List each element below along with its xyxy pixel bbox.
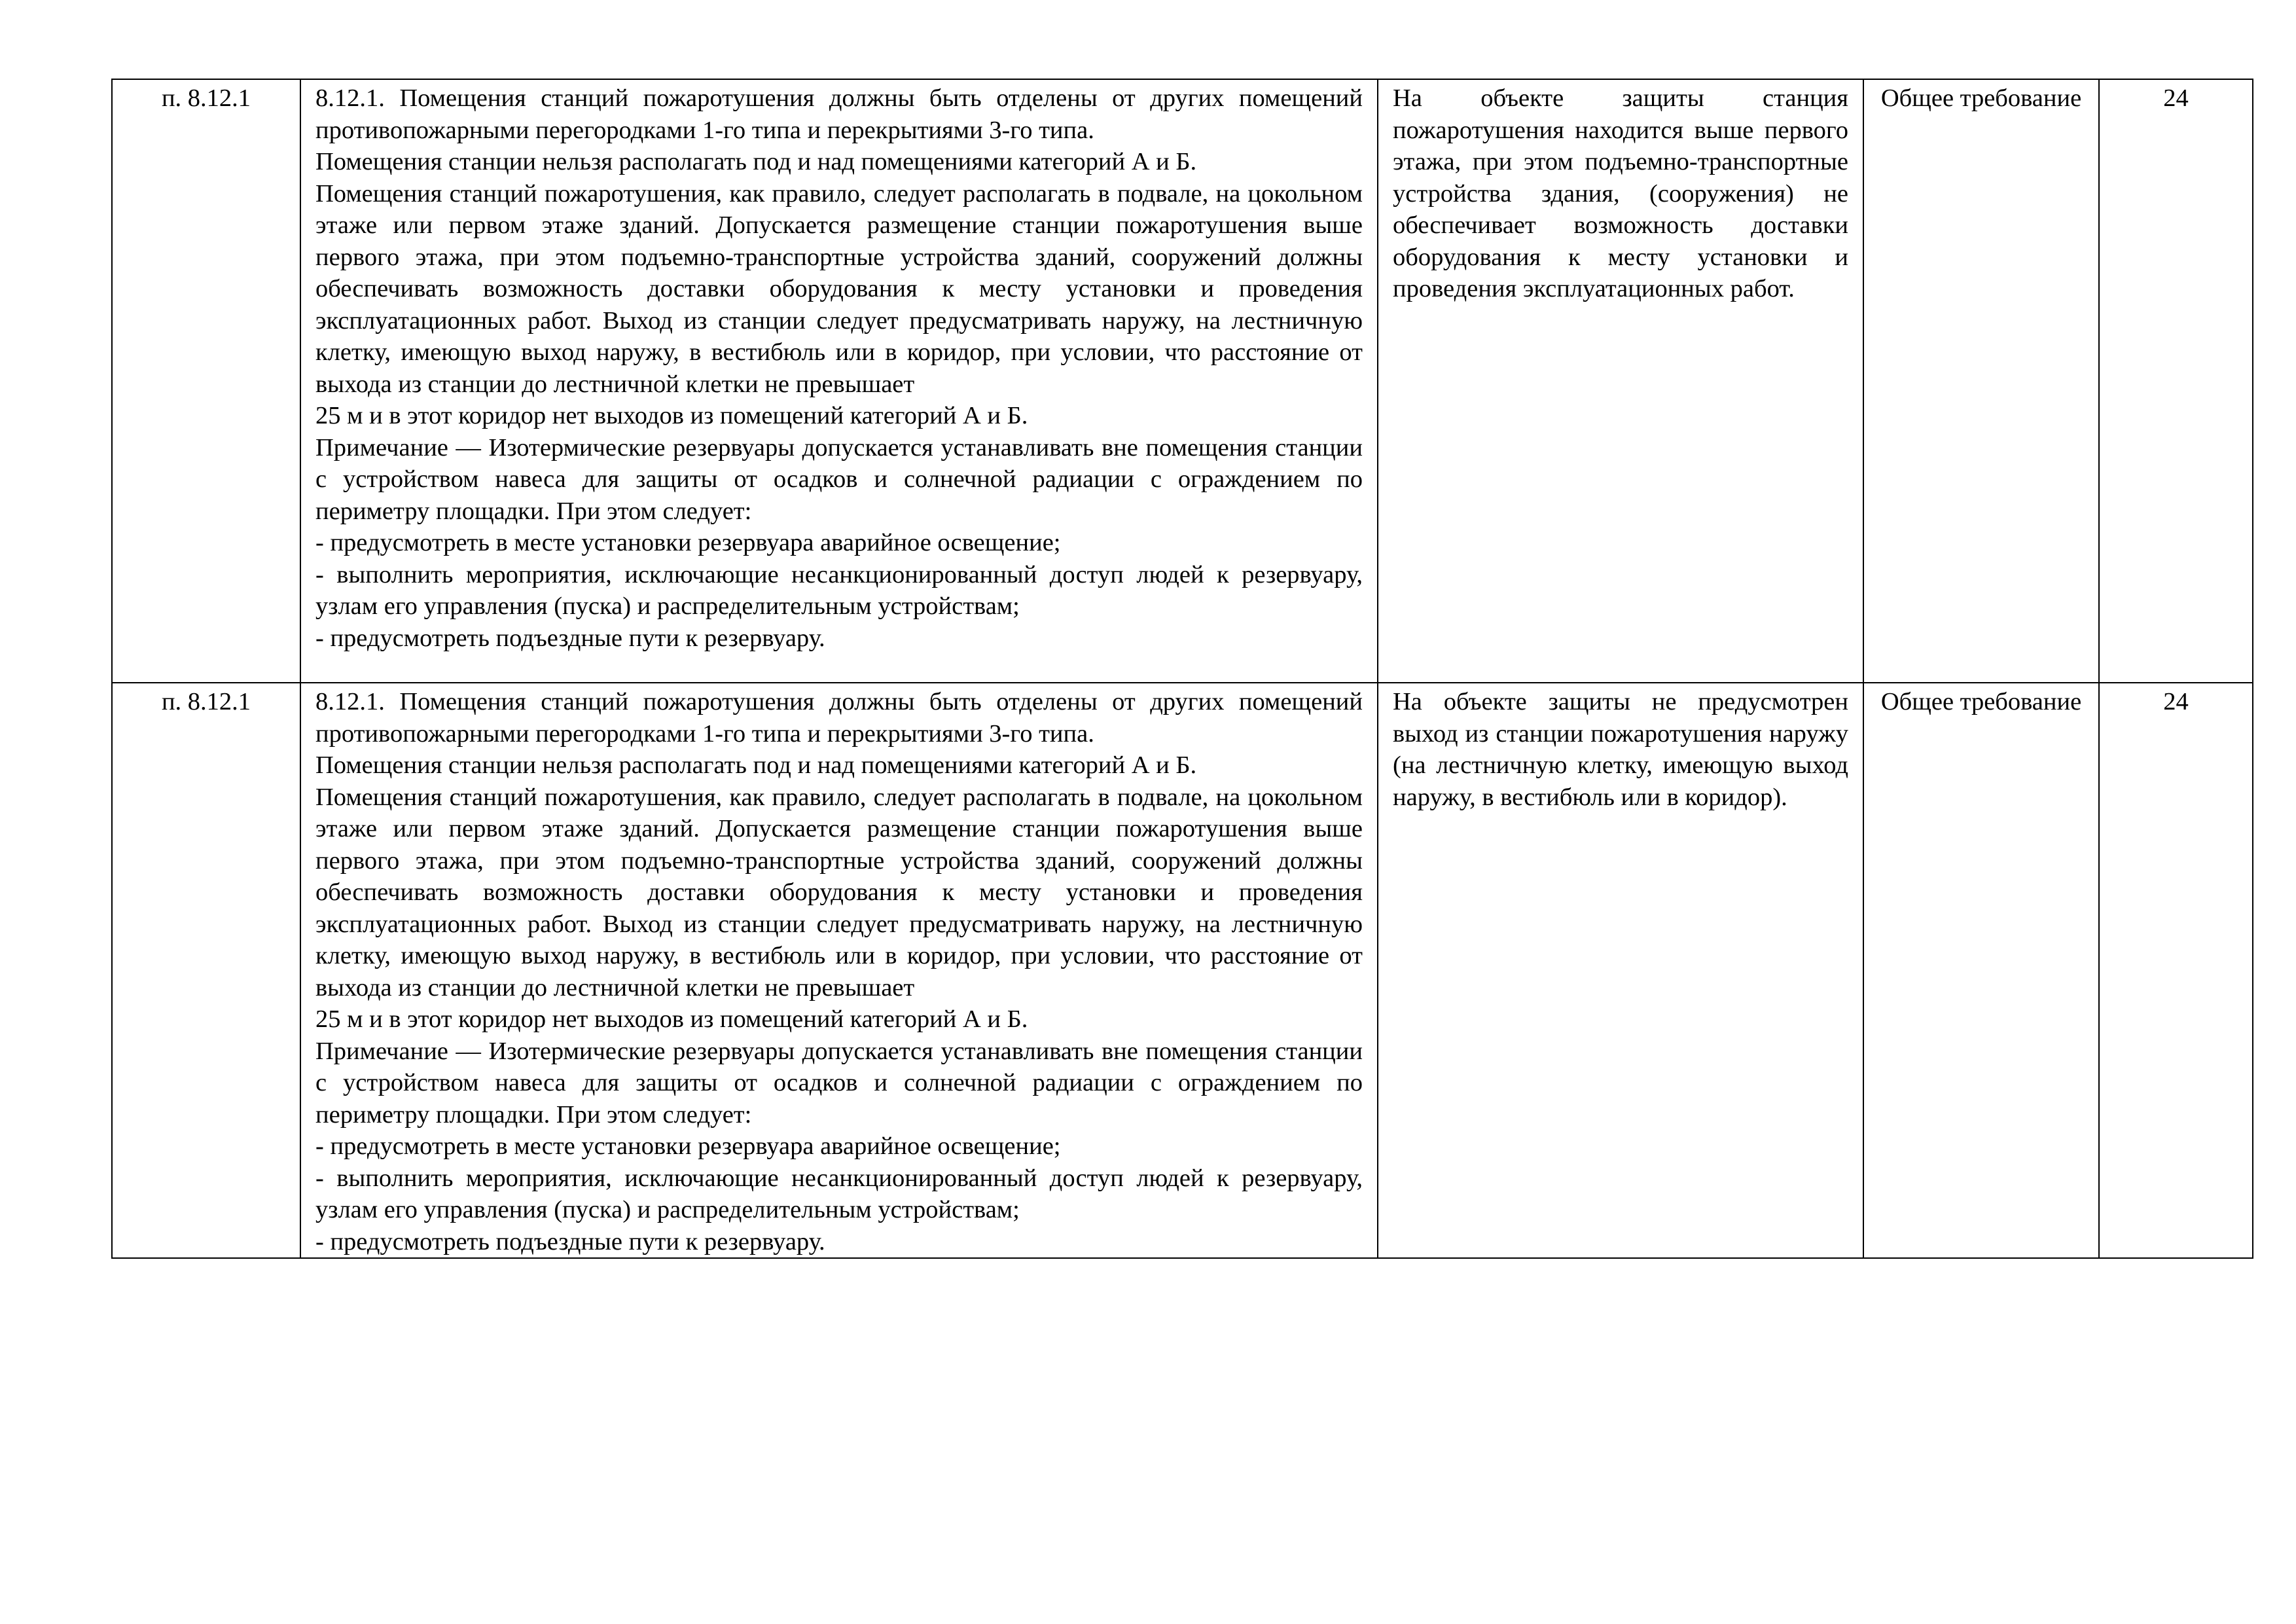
- finding-cell: [1378, 683, 1863, 1258]
- requirement-list-item: - выполнить мероприятия, исключающие несанкционированный доступ людей к резервуару, узлам его управления (пуска) и распределительным устройствам;: [315, 1164, 1363, 1223]
- clause-ref: п. 8.12.1: [161, 688, 251, 715]
- page-number: 24: [2163, 688, 2189, 715]
- requirement-list-item: - предусмотреть подъездные пути к резервуару.: [315, 1227, 825, 1255]
- requirement-text-cell: [300, 683, 1378, 1258]
- page-cell: [2099, 79, 2253, 683]
- page-number: 24: [2163, 84, 2189, 112]
- clause-cell: [112, 683, 300, 1258]
- requirement-paragraph: Помещения станций пожаротушения, как правило, следует располагать в подвале, на цокольном этаже или первом этаже зданий. Допускается размещение станции пожаротушения выше первого этажа, при этом подъемно-транспортные устройства зданий, сооружений должны обеспечивать возможность доставки оборудования к месту установки и проведения эксплуатационных работ. Выход из станции следует предусматривать наружу, на лестничную клетку, имеющую выход наружу, в вестибюль или в коридор, при условии, что расстояние от выхода из станции до лестничной клетки не превышает: [315, 783, 1363, 1001]
- requirement-type-cell: [1863, 79, 2099, 683]
- requirement-type-cell: [1863, 683, 2099, 1258]
- requirement-paragraph: 25 м и в этот коридор нет выходов из помещений категорий А и Б.: [315, 1005, 1028, 1033]
- requirement-list-item: - предусмотреть подъездные пути к резервуару.: [315, 624, 825, 652]
- requirement-list-item: - выполнить мероприятия, исключающие несанкционированный доступ людей к резервуару, узлам его управления (пуска) и распределительным устройствам;: [315, 560, 1363, 620]
- requirement-type: Общее требование: [1880, 84, 2082, 112]
- table-row: [112, 79, 2253, 683]
- requirement-paragraph: Помещения станции нельзя располагать под и над помещениями категорий А и Б.: [315, 148, 1197, 175]
- requirement-paragraph: 8.12.1. Помещения станций пожаротушения должны быть отделены от других помещений противопожарными перегородками 1-го типа и перекрытиями 3-го типа.: [315, 84, 1363, 144]
- finding-cell: [1378, 79, 1863, 683]
- page-cell: [2099, 683, 2253, 1258]
- requirement-list-item: - предусмотреть в месте установки резервуара аварийное освещение;: [315, 529, 1061, 556]
- finding-text: На объекте защиты станция пожаротушения находится выше первого этажа, при этом подъемно-транспортные устройства здания, (сооружения) не обеспечивает возможность доставки оборудования к месту установки и проведения эксплуатационных работ.: [1393, 84, 1848, 302]
- finding-text: На объекте защиты не предусмотрен выход из станции пожаротушения наружу (на лестничную клетку, имеющую выход наружу, в вестибюль или в коридор).: [1393, 688, 1848, 811]
- table-row: [112, 683, 2253, 1258]
- clause-cell: [112, 79, 300, 683]
- requirement-type: Общее требование: [1880, 688, 2082, 715]
- requirement-list-item: - предусмотреть в месте установки резервуара аварийное освещение;: [315, 1132, 1061, 1160]
- requirement-paragraph: Помещения станций пожаротушения, как правило, следует располагать в подвале, на цокольном этаже или первом этаже зданий. Допускается размещение станции пожаротушения выше первого этажа, при этом подъемно-транспортные устройства зданий, сооружений должны обеспечивать возможность доставки оборудования к месту установки и проведения эксплуатационных работ. Выход из станции следует предусматривать наружу, на лестничную клетку, имеющую выход наружу, в вестибюль или в коридор, при условии, что расстояние от выхода из станции до лестничной клетки не превышает: [315, 179, 1363, 398]
- requirements-table: [111, 79, 2253, 1259]
- clause-ref: п. 8.12.1: [161, 84, 251, 112]
- requirement-text: [315, 686, 1363, 1257]
- requirement-text: [315, 82, 1363, 682]
- requirement-paragraph: 25 м и в этот коридор нет выходов из помещений категорий А и Б.: [315, 402, 1028, 429]
- requirement-paragraph: 8.12.1. Помещения станций пожаротушения должны быть отделены от других помещений противопожарными перегородками 1-го типа и перекрытиями 3-го типа.: [315, 688, 1363, 748]
- requirement-text-cell: [300, 79, 1378, 683]
- requirement-note: Примечание — Изотермические резервуары допускается устанавливать вне помещения станции с устройством навеса для защиты от осадков и солнечной радиации с ограждением по периметру площадки. При этом следует:: [315, 433, 1363, 525]
- requirement-paragraph: Помещения станции нельзя располагать под и над помещениями категорий А и Б.: [315, 751, 1197, 779]
- requirement-note: Примечание — Изотермические резервуары допускается устанавливать вне помещения станции с устройством навеса для защиты от осадков и солнечной радиации с ограждением по периметру площадки. При этом следует:: [315, 1037, 1363, 1128]
